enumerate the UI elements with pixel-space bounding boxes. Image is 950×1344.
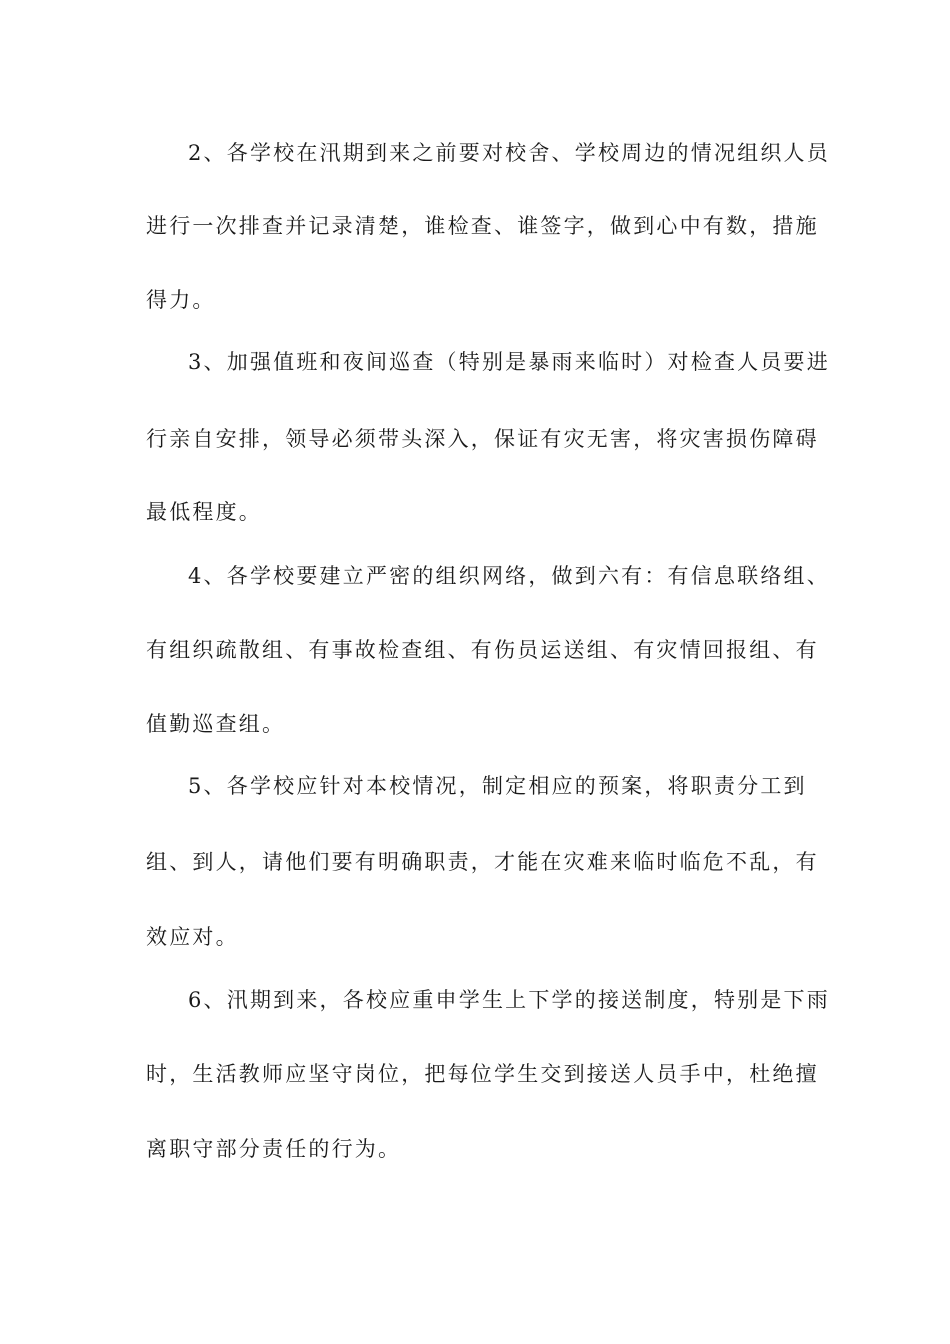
paragraph-4-line-2: 有组织疏散组、有事故检查组、有伤员运送组、有灾情回报组、有 (146, 638, 819, 662)
paragraph-2-line-2: 进行一次排查并记录清楚，谁检查、谁签字，做到心中有数，措施 (146, 214, 819, 238)
paragraph-2-line-3: 得力。 (146, 288, 216, 312)
paragraph-6-line-3: 离职守部分责任的行为。 (146, 1137, 402, 1161)
paragraph-4-line-3: 值勤巡查组。 (146, 712, 286, 736)
paragraph-2-line-1: 2、各学校在汛期到来之前要对校舍、学校周边的情况组织人员 (188, 141, 830, 165)
paragraph-5-line-3: 效应对。 (146, 925, 239, 949)
paragraph-6-line-2: 时，生活教师应坚守岗位，把每位学生交到接送人员手中，杜绝擅 (146, 1062, 819, 1086)
paragraph-3-line-1: 3、加强值班和夜间巡查（特别是暴雨来临时）对检查人员要进 (188, 350, 830, 374)
paragraph-5-line-1: 5、各学校应针对本校情况，制定相应的预案，将职责分工到 (188, 774, 807, 798)
paragraph-3-line-3: 最低程度。 (146, 500, 262, 524)
paragraph-3-line-2: 行亲自安排，领导必须带头深入，保证有灾无害，将灾害损伤障碍 (146, 427, 819, 451)
paragraph-5-line-2: 组、到人，请他们要有明确职责，才能在灾难来临时临危不乱，有 (146, 850, 819, 874)
paragraph-6-line-1: 6、汛期到来，各校应重申学生上下学的接送制度，特别是下雨 (188, 988, 830, 1012)
paragraph-4-line-1: 4、各学校要建立严密的组织网络，做到六有：有信息联络组、 (188, 564, 830, 588)
